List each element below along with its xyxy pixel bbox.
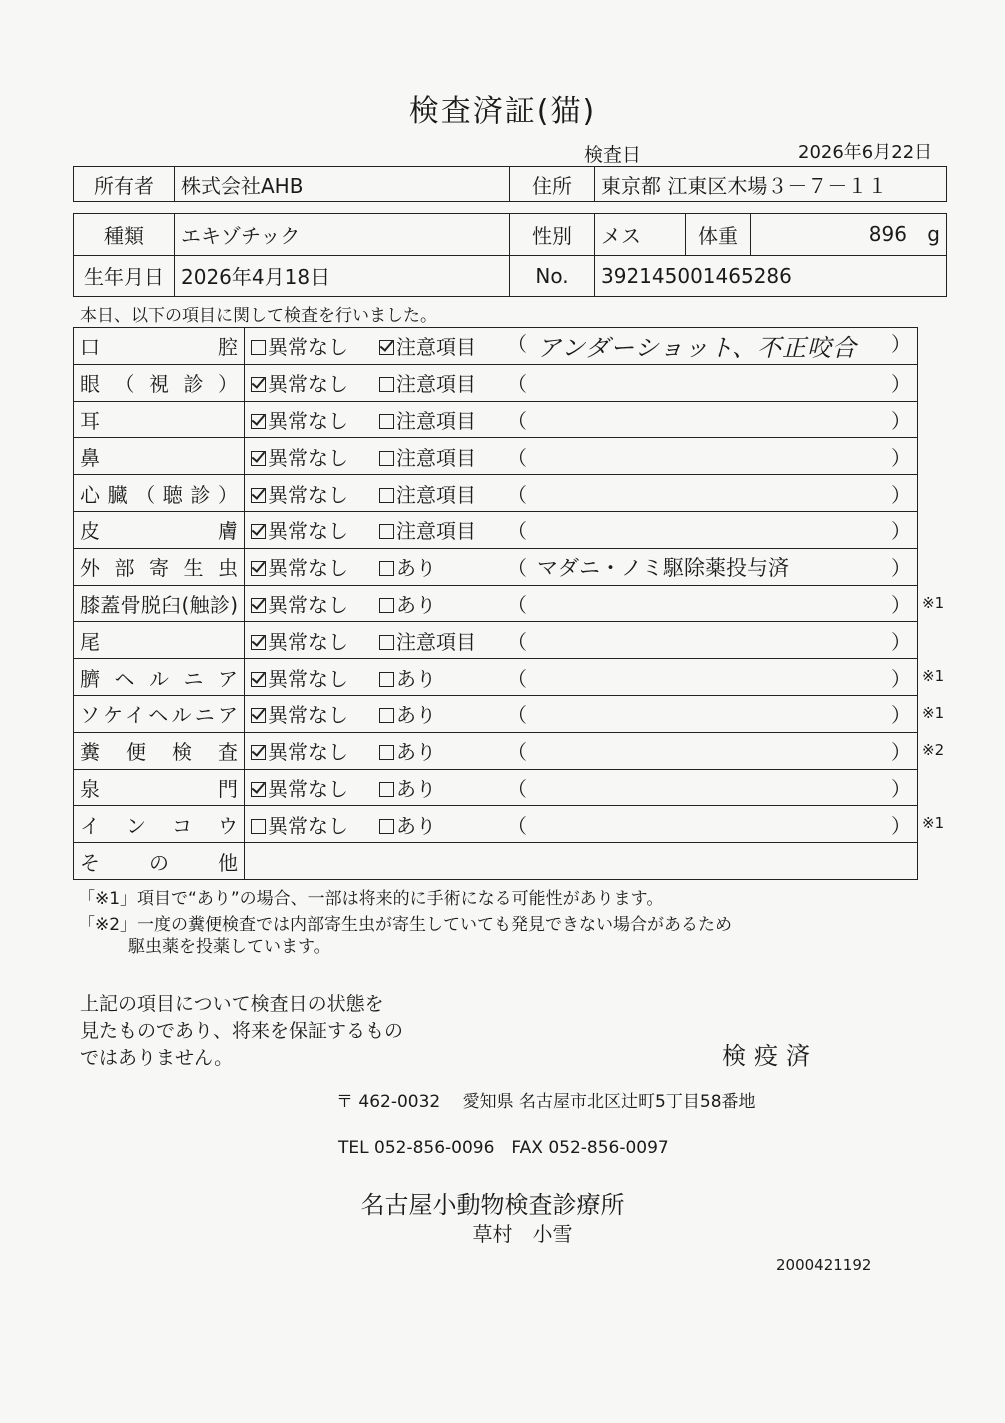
- no-abnormality-label: 異常なし: [268, 408, 348, 433]
- finding-label: 注意項目: [396, 629, 476, 654]
- footnote-mark: ※1: [922, 667, 945, 686]
- table-row: [74, 659, 918, 696]
- finding-label: あり: [396, 813, 436, 838]
- close-paren: ）: [891, 629, 911, 654]
- sex-label: 性別: [510, 214, 595, 256]
- open-paren: （: [507, 703, 527, 728]
- weight-value: 896: [868, 222, 907, 247]
- dob-label: 生年月日: [74, 255, 175, 297]
- no-abnormality-option[interactable]: [251, 589, 379, 618]
- note-field: [507, 368, 911, 397]
- item-name-cell: [74, 843, 245, 880]
- finding-label: 注意項目: [396, 335, 476, 360]
- no-label: No.: [510, 255, 595, 297]
- owner-table: [73, 166, 947, 202]
- footnote-mark: ※1: [922, 814, 945, 833]
- no-abnormality-label: 異常なし: [268, 335, 348, 360]
- note-field: [507, 773, 911, 802]
- finding-label: あり: [396, 776, 436, 801]
- inspector-name: 草村 小雪: [472, 1222, 573, 1246]
- table-row: [74, 364, 918, 401]
- close-paren: ）: [891, 666, 911, 691]
- note-text: [527, 773, 891, 802]
- note-field: [507, 552, 911, 582]
- no-abnormality-label: 異常なし: [268, 776, 348, 801]
- table-row: [74, 328, 918, 365]
- quarantine-stamp: 検疫済: [722, 1042, 818, 1070]
- checkbox-icon[interactable]: [251, 598, 266, 613]
- checkbox-icon[interactable]: [379, 524, 394, 539]
- exam-date-label: 検査日: [584, 144, 642, 166]
- note-field: [507, 626, 911, 655]
- finding-option[interactable]: [379, 626, 507, 655]
- finding-label: あり: [396, 703, 436, 728]
- close-paren: ）: [891, 813, 911, 838]
- note-text: [527, 442, 891, 471]
- checkbox-icon[interactable]: [379, 561, 394, 576]
- no-abnormality-label: 異常なし: [268, 740, 348, 765]
- result-cell: [245, 475, 918, 512]
- no-abnormality-label: 異常なし: [268, 666, 348, 691]
- no-value: 392145001465286: [595, 255, 947, 297]
- item-name-cell: [74, 659, 245, 696]
- note-field: [507, 405, 911, 434]
- checkbox-icon[interactable]: [379, 414, 394, 429]
- finding-option[interactable]: [379, 736, 507, 765]
- item-name: 耳: [80, 408, 100, 433]
- owner-label: 所有者: [74, 167, 175, 202]
- item-name-cell: [74, 475, 245, 512]
- inspection-table: [73, 327, 918, 880]
- no-abnormality-option[interactable]: [251, 663, 379, 692]
- finding-label: 注意項目: [396, 519, 476, 544]
- close-paren: ）: [891, 482, 911, 507]
- checkbox-icon[interactable]: [251, 488, 266, 503]
- finding-label: 注意項目: [396, 408, 476, 433]
- result-cell: [245, 769, 918, 806]
- no-abnormality-option[interactable]: [251, 331, 379, 360]
- no-abnormality-label: 異常なし: [268, 519, 348, 544]
- finding-option[interactable]: [379, 552, 507, 581]
- item-name: 膝蓋骨脱臼(触診): [80, 592, 238, 617]
- table-row: [74, 438, 918, 475]
- checkbox-icon[interactable]: [379, 672, 394, 687]
- checkbox-icon[interactable]: [379, 745, 394, 760]
- checkbox-icon[interactable]: [251, 451, 266, 466]
- sex-value: メス: [595, 214, 686, 256]
- finding-label: あり: [396, 740, 436, 765]
- checkbox-icon[interactable]: [379, 635, 394, 650]
- note-text: [527, 810, 891, 839]
- close-paren: ）: [891, 332, 911, 357]
- finding-option[interactable]: [379, 515, 507, 544]
- note-field: [507, 810, 911, 839]
- close-paren: ）: [891, 740, 911, 765]
- page-title: 検査済証(猫): [408, 94, 597, 129]
- checkbox-icon[interactable]: [379, 488, 394, 503]
- exam-date: 2026年6月22日: [798, 142, 933, 163]
- result-cell: [245, 622, 918, 659]
- checkbox-icon[interactable]: [379, 340, 394, 355]
- checkbox-icon[interactable]: [251, 819, 266, 834]
- close-paren: ）: [891, 776, 911, 801]
- checkbox-icon[interactable]: [251, 340, 266, 355]
- open-paren: （: [507, 372, 527, 397]
- open-paren: （: [507, 813, 527, 838]
- no-abnormality-option[interactable]: [251, 626, 379, 655]
- breed-label: 種類: [74, 214, 175, 256]
- result-cell: [245, 659, 918, 696]
- table-row: [74, 843, 918, 880]
- item-name: ソケイヘルニア: [80, 703, 238, 728]
- checkbox-icon[interactable]: [251, 414, 266, 429]
- other-cell: [245, 843, 918, 880]
- note-field: [507, 328, 911, 363]
- finding-label: あり: [396, 666, 436, 691]
- note-field: [507, 589, 911, 618]
- open-paren: （: [507, 482, 527, 507]
- item-name-cell: [74, 695, 245, 732]
- no-abnormality-option[interactable]: [251, 552, 379, 581]
- item-name-cell: [74, 328, 245, 365]
- finding-label: 注意項目: [396, 445, 476, 470]
- footnote-3: 駆虫薬を投薬しています。: [128, 937, 331, 957]
- owner-address: 東京都 江東区木場３－７－１１: [595, 167, 947, 202]
- no-abnormality-option[interactable]: [251, 773, 379, 802]
- item-name-cell: [74, 769, 245, 806]
- note-text: [527, 663, 891, 692]
- note-text: アンダーショット、不正咬合: [537, 334, 857, 363]
- close-paren: ）: [891, 555, 911, 580]
- note-field: [507, 515, 911, 544]
- table-row: [74, 511, 918, 548]
- disclaimer-line: ではありません。: [80, 1047, 234, 1069]
- address-label: 住所: [510, 167, 595, 202]
- no-abnormality-option[interactable]: [251, 442, 379, 471]
- table-row: [74, 548, 918, 585]
- no-abnormality-option[interactable]: [251, 479, 379, 508]
- no-abnormality-label: 異常なし: [268, 482, 348, 507]
- result-cell: [245, 511, 918, 548]
- footnote-mark: ※1: [922, 593, 945, 612]
- no-abnormality-label: 異常なし: [268, 592, 348, 617]
- finding-label: あり: [396, 556, 436, 581]
- checkbox-icon[interactable]: [251, 561, 266, 576]
- item-name: 鼻: [80, 445, 100, 470]
- open-paren: （: [507, 740, 527, 765]
- checkbox-icon[interactable]: [379, 377, 394, 392]
- no-abnormality-label: 異常なし: [268, 445, 348, 470]
- finding-option[interactable]: [379, 368, 507, 397]
- item-name-cell: [74, 401, 245, 438]
- item-name-cell: [74, 511, 245, 548]
- intro-text: 本日、以下の項目に関して検査を行いました。: [80, 306, 437, 326]
- no-abnormality-option[interactable]: [251, 368, 379, 397]
- checkbox-icon[interactable]: [379, 451, 394, 466]
- item-name: 臍ヘルニア: [80, 666, 238, 691]
- result-cell: [245, 328, 918, 365]
- footnote-mark: ※2: [922, 740, 945, 759]
- table-row: [74, 585, 918, 622]
- checkbox-icon[interactable]: [251, 782, 266, 797]
- item-name-cell: [74, 438, 245, 475]
- result-cell: [245, 438, 918, 475]
- disclaimer-line: 見たものであり、将来を保証するもの: [80, 1020, 404, 1042]
- close-paren: ）: [891, 445, 911, 470]
- no-abnormality-label: 異常なし: [268, 556, 348, 581]
- result-cell: [245, 806, 918, 843]
- item-name: 口腔: [80, 335, 238, 360]
- dob-value: 2026年4月18日: [175, 255, 510, 297]
- finding-option[interactable]: [379, 589, 507, 618]
- open-paren: （: [507, 592, 527, 617]
- checkbox-icon[interactable]: [379, 819, 394, 834]
- serial-number: 2000421192: [776, 1256, 872, 1274]
- checkbox-icon[interactable]: [251, 377, 266, 392]
- item-name-cell: [74, 732, 245, 769]
- finding-option[interactable]: [379, 442, 507, 471]
- result-cell: [245, 364, 918, 401]
- item-name-cell: [74, 806, 245, 843]
- item-name-cell: [74, 364, 245, 401]
- item-name: 泉門: [80, 776, 238, 801]
- clinic-tel-fax: TEL 052-856-0096 FAX 052-856-0097: [338, 1138, 669, 1158]
- finding-option[interactable]: [379, 331, 507, 360]
- note-field: [507, 442, 911, 471]
- disclaimer: [80, 991, 403, 1072]
- open-paren: （: [507, 519, 527, 544]
- no-abnormality-option[interactable]: [251, 405, 379, 434]
- open-paren: （: [507, 555, 527, 580]
- open-paren: （: [507, 629, 527, 654]
- open-paren: （: [507, 408, 527, 433]
- checkbox-icon[interactable]: [251, 635, 266, 650]
- result-cell: [245, 732, 918, 769]
- item-name-cell: [74, 622, 245, 659]
- note-text: [527, 479, 891, 508]
- checkbox-icon[interactable]: [251, 672, 266, 687]
- finding-option[interactable]: [379, 405, 507, 434]
- table-row: [74, 401, 918, 438]
- close-paren: ）: [891, 703, 911, 728]
- weight-unit: g: [927, 222, 940, 247]
- note-text: [527, 368, 891, 397]
- note-text: [527, 699, 891, 728]
- close-paren: ）: [891, 408, 911, 433]
- owner-value: 株式会社AHB: [175, 167, 510, 202]
- animal-table: [73, 213, 947, 297]
- finding-option[interactable]: [379, 479, 507, 508]
- note-text: [527, 736, 891, 765]
- open-paren: （: [507, 666, 527, 691]
- note-field: [507, 736, 911, 765]
- footnote-1: 「※1」項目で“あり”の場合、一部は将来的に手術になる可能性があります。: [78, 889, 664, 909]
- finding-label: 注意項目: [396, 372, 476, 397]
- close-paren: ）: [891, 519, 911, 544]
- checkbox-icon[interactable]: [251, 745, 266, 760]
- result-cell: [245, 401, 918, 438]
- no-abnormality-option[interactable]: [251, 515, 379, 544]
- footnote-mark: ※1: [922, 704, 945, 722]
- open-paren: （: [507, 776, 527, 801]
- item-name: その他: [80, 850, 238, 875]
- table-row: [74, 806, 918, 843]
- note-text: [527, 515, 891, 544]
- finding-label: あり: [396, 592, 436, 617]
- checkbox-icon[interactable]: [251, 708, 266, 723]
- note-text: [527, 405, 891, 434]
- no-abnormality-label: 異常なし: [268, 629, 348, 654]
- breed-value: エキゾチック: [175, 214, 510, 256]
- open-paren: （: [507, 445, 527, 470]
- open-paren: （: [507, 332, 527, 357]
- note-field: [507, 663, 911, 692]
- result-cell: [245, 695, 918, 732]
- note-text: [527, 589, 891, 618]
- clinic-name: 名古屋小動物検査診療所: [360, 1191, 625, 1219]
- finding-option[interactable]: [379, 810, 507, 839]
- no-abnormality-option[interactable]: [251, 699, 379, 728]
- item-name: 皮膚: [80, 519, 238, 544]
- item-name: インコウ: [80, 813, 238, 838]
- checkbox-icon[interactable]: [379, 782, 394, 797]
- finding-option[interactable]: [379, 699, 507, 728]
- finding-option[interactable]: [379, 663, 507, 692]
- weight-label: 体重: [686, 214, 751, 256]
- result-cell: [245, 585, 918, 622]
- table-row: [74, 695, 918, 732]
- note-field: [507, 699, 911, 728]
- no-abnormality-label: 異常なし: [268, 703, 348, 728]
- clinic-address: 〒 462-0032 愛知県 名古屋市北区辻町5丁目58番地: [336, 1092, 756, 1112]
- checkbox-icon[interactable]: [379, 708, 394, 723]
- item-name: 外部寄生虫: [80, 556, 238, 581]
- result-cell: [245, 548, 918, 585]
- note-field: [507, 479, 911, 508]
- close-paren: ）: [891, 592, 911, 617]
- note-text: マダニ・ノミ駆除薬投与済: [537, 555, 789, 580]
- footnote-2: 「※2」一度の糞便検査では内部寄生虫が寄生していても発見できない場合があるため: [78, 915, 733, 935]
- note-text: [527, 626, 891, 655]
- no-abnormality-label: 異常なし: [268, 813, 348, 838]
- item-name: 眼（視診）: [80, 372, 238, 397]
- no-abnormality-option[interactable]: [251, 810, 379, 839]
- item-name-cell: [74, 548, 245, 585]
- finding-label: 注意項目: [396, 482, 476, 507]
- table-row: [74, 622, 918, 659]
- item-name: 尾: [80, 629, 100, 654]
- no-abnormality-option[interactable]: [251, 736, 379, 765]
- finding-option[interactable]: [379, 773, 507, 802]
- disclaimer-line: 上記の項目について検査日の状態を: [80, 993, 384, 1015]
- checkbox-icon[interactable]: [379, 598, 394, 613]
- table-row: [74, 732, 918, 769]
- checkbox-icon[interactable]: [251, 524, 266, 539]
- weight-cell: [751, 214, 947, 256]
- item-name-cell: [74, 585, 245, 622]
- no-abnormality-label: 異常なし: [268, 372, 348, 397]
- table-row: [74, 769, 918, 806]
- close-paren: ）: [891, 372, 911, 397]
- item-name: 糞便検査: [80, 740, 238, 765]
- item-name: 心臓（聴診）: [80, 482, 238, 507]
- table-row: [74, 475, 918, 512]
